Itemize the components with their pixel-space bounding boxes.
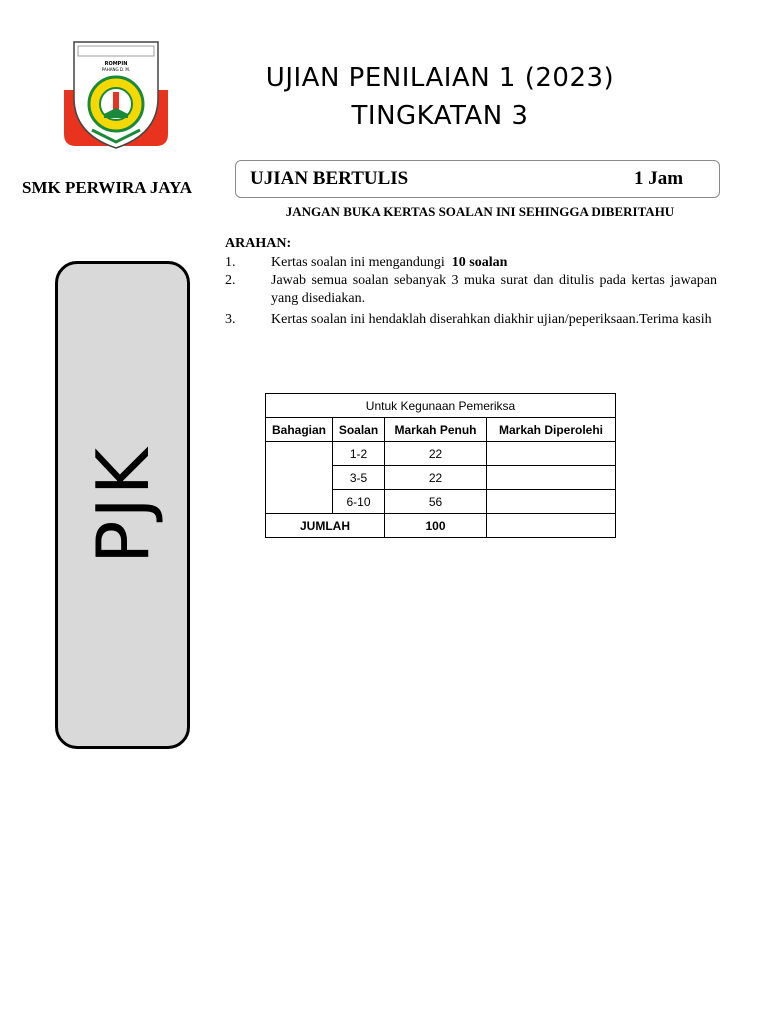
subject-label: PJK <box>80 446 165 564</box>
markah-diperolehi-cell[interactable] <box>487 490 616 514</box>
exam-title: UJIAN PENILAIAN 1 (2023) <box>265 63 615 93</box>
soalan-cell: 6-10 <box>333 490 385 514</box>
exam-info-box <box>235 160 720 198</box>
table-caption: Untuk Kegunaan Pemeriksa <box>266 394 616 418</box>
instruction-text: Kertas soalan ini mengandungi <box>271 255 445 270</box>
header-bahagian: Bahagian <box>266 418 333 442</box>
table-total-row <box>266 514 616 538</box>
total-label: JUMLAH <box>266 514 385 538</box>
instruction-item <box>225 272 717 308</box>
svg-text:PAHANG D. M.: PAHANG D. M. <box>101 67 131 72</box>
instruction-number: 1. <box>225 255 236 270</box>
instruction-highlight: 10 soalan <box>451 255 508 270</box>
exam-form-level: TINGKATAN 3 <box>351 101 529 131</box>
table-row <box>266 442 616 466</box>
svg-text:ROMPIN: ROMPIN <box>104 61 128 67</box>
total-value: 100 <box>385 514 487 538</box>
exam-duration: 1 Jam <box>634 168 684 189</box>
markah-penuh-cell: 22 <box>385 442 487 466</box>
markah-diperolehi-cell[interactable] <box>487 466 616 490</box>
table-header-row <box>266 418 616 442</box>
school-logo <box>62 38 170 152</box>
markah-diperolehi-cell[interactable] <box>487 442 616 466</box>
header-soalan: Soalan <box>333 418 385 442</box>
school-name: SMK PERWIRA JAYA <box>22 178 193 197</box>
instruction-text: Jawab semua soalan sebanyak 3 muka surat dan ditulis pada kertas jawapan yang disediakan. <box>271 273 717 306</box>
total-obtained-cell[interactable] <box>487 514 616 538</box>
exam-type: UJIAN BERTULIS <box>250 168 409 189</box>
bahagian-cell <box>266 442 333 514</box>
instruction-text: Kertas soalan ini hendaklah diserahkan diakhir ujian/peperiksaan.Terima kasih <box>271 312 712 327</box>
instruction-item <box>225 254 717 272</box>
markah-penuh-cell: 56 <box>385 490 487 514</box>
exam-warning: JANGAN BUKA KERTAS SOALAN INI SEHINGGA DIBERITAHU <box>285 204 675 219</box>
instruction-item <box>225 311 717 329</box>
soalan-cell: 1-2 <box>333 442 385 466</box>
instruction-number: 2. <box>225 273 236 288</box>
soalan-cell: 3-5 <box>333 466 385 490</box>
instruction-number: 3. <box>225 312 236 327</box>
header-markah-diperolehi: Markah Diperolehi <box>487 418 616 442</box>
markah-penuh-cell: 22 <box>385 466 487 490</box>
instructions-title: ARAHAN: <box>225 236 292 251</box>
header-markah-penuh: Markah Penuh <box>385 418 487 442</box>
examiner-marks-table <box>265 393 616 538</box>
subject-panel <box>55 261 190 749</box>
